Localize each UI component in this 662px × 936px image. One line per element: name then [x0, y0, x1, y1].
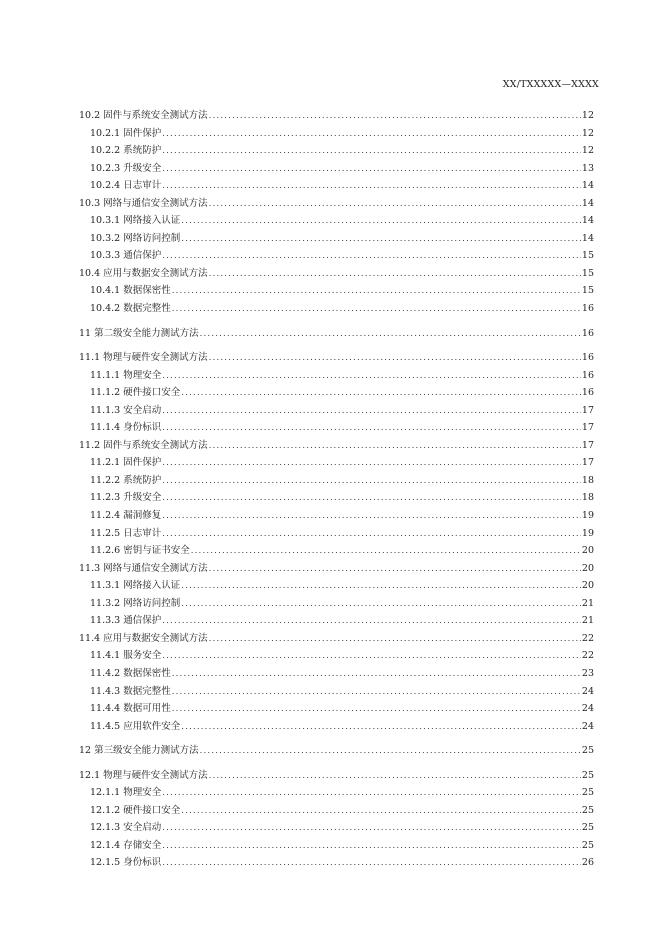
- toc-dot-leader: [162, 820, 581, 838]
- toc-entry[interactable]: [79, 247, 594, 265]
- toc-entry[interactable]: [79, 560, 594, 578]
- toc-entry-page-number: 20: [581, 580, 594, 592]
- toc-entry[interactable]: [79, 819, 594, 837]
- toc-entry[interactable]: [79, 742, 594, 760]
- toc-entry-page-number: 15: [581, 267, 594, 279]
- toc-entry-page-number: 16: [581, 327, 594, 339]
- toc-dot-leader: [162, 648, 581, 666]
- toc-dot-leader: [172, 701, 581, 719]
- toc-entry-label: 11.4.1 服务安全: [90, 650, 162, 662]
- toc-entry-label: 11.4.3 数据完整性: [90, 685, 171, 697]
- toc-entry-label: 12.1 物理与硬件安全测试方法: [79, 769, 208, 781]
- toc-entry-label: 11.2.6 密钥与证书安全: [90, 545, 190, 557]
- toc-entry[interactable]: [79, 125, 594, 143]
- toc-entry-page-number: 24: [581, 703, 594, 715]
- toc-entry-label: 11.1.4 身份标识: [90, 422, 162, 434]
- toc-entry-label: 10.3.1 网络接入认证: [90, 215, 181, 227]
- toc-entry-label: 10.2 固件与系统安全测试方法: [79, 110, 208, 121]
- toc-entry[interactable]: [79, 577, 594, 595]
- toc-entry[interactable]: [79, 384, 594, 402]
- toc-entry-page-number: 24: [581, 685, 594, 697]
- toc-entry[interactable]: [79, 802, 594, 820]
- toc-entry-page-number: 16: [581, 352, 594, 364]
- table-of-contents: [79, 107, 594, 872]
- toc-dot-leader: [162, 455, 581, 473]
- toc-entry-label: 10.2.2 系统防护: [90, 145, 162, 157]
- toc-entry-label: 11.1.3 安全启动: [90, 404, 162, 416]
- toc-dot-leader: [162, 473, 581, 491]
- toc-entry-label: 12.1.1 物理安全: [90, 787, 162, 799]
- toc-entry-label: 11.2.3 升级安全: [90, 492, 162, 504]
- toc-entry[interactable]: [79, 107, 594, 125]
- toc-entry[interactable]: [79, 367, 594, 385]
- toc-entry-page-number: 15: [581, 285, 594, 297]
- toc-dot-leader: [162, 508, 581, 526]
- toc-dot-leader: [162, 855, 581, 873]
- toc-entry-page-number: 17: [581, 422, 594, 434]
- toc-dot-leader: [162, 838, 581, 856]
- toc-entry-label: 10.4 应用与数据安全测试方法: [79, 267, 208, 279]
- toc-entry-page-number: 16: [581, 387, 594, 399]
- toc-entry[interactable]: [79, 542, 594, 560]
- toc-dot-leader: [162, 526, 581, 544]
- toc-dot-leader: [172, 283, 581, 301]
- toc-entry-label: 10.2.3 升级安全: [90, 162, 162, 174]
- toc-entry-page-number: 23: [581, 667, 594, 679]
- toc-entry[interactable]: [79, 212, 594, 230]
- toc-entry-label: 11.2.1 固件保护: [90, 457, 162, 469]
- toc-dot-leader: [181, 803, 581, 821]
- toc-entry[interactable]: [79, 595, 594, 613]
- toc-dot-leader: [162, 613, 581, 631]
- toc-entry-page-number: 21: [581, 615, 594, 627]
- toc-entry-label: 10.3.2 网络访问控制: [90, 232, 181, 244]
- toc-entry[interactable]: [79, 647, 594, 665]
- toc-entry-page-number: 19: [581, 510, 594, 522]
- toc-entry[interactable]: [79, 767, 594, 785]
- toc-entry-page-number: 18: [581, 474, 594, 486]
- toc-dot-leader: [162, 420, 581, 438]
- toc-entry-page-number: 14: [581, 215, 594, 227]
- toc-entry-page-number: 17: [581, 439, 594, 451]
- toc-entry[interactable]: [79, 454, 594, 472]
- toc-dot-leader: [162, 403, 581, 421]
- toc-dot-leader: [172, 666, 581, 684]
- toc-entry-label: 10.2.4 日志审计: [90, 180, 162, 192]
- toc-entry[interactable]: [79, 265, 594, 283]
- toc-dot-leader: [209, 438, 581, 456]
- toc-entry-label: 11.2.4 漏洞修复: [90, 510, 162, 522]
- toc-entry[interactable]: [79, 700, 594, 718]
- toc-entry-label: 11.3.2 网络访问控制: [90, 597, 181, 609]
- toc-entry-label: 11.1.1 物理安全: [90, 369, 162, 381]
- toc-dot-leader: [181, 385, 581, 403]
- toc-entry[interactable]: [79, 177, 594, 195]
- toc-entry-page-number: 20: [581, 562, 594, 574]
- toc-entry[interactable]: [79, 349, 594, 367]
- toc-dot-leader: [181, 213, 581, 231]
- toc-entry[interactable]: [79, 837, 594, 855]
- toc-entry-page-number: 18: [581, 492, 594, 504]
- toc-entry-page-number: 22: [581, 650, 594, 662]
- toc-entry-page-number: 12: [581, 145, 594, 157]
- toc-entry[interactable]: [79, 437, 594, 455]
- toc-entry[interactable]: [79, 854, 594, 872]
- toc-entry-label: 11.4.4 数据可用性: [90, 703, 171, 715]
- toc-dot-leader: [200, 743, 581, 761]
- toc-entry-label: 11.4.5 应用软件安全: [90, 720, 181, 732]
- toc-entry-label: 10.4.2 数据完整性: [90, 303, 171, 315]
- toc-dot-leader: [162, 143, 581, 161]
- toc-entry-label: 12.1.2 硬件接口安全: [90, 804, 181, 816]
- toc-entry-page-number: 14: [581, 180, 594, 192]
- toc-dot-leader: [162, 490, 581, 508]
- toc-dot-leader: [209, 350, 581, 368]
- toc-entry[interactable]: [79, 507, 594, 525]
- toc-entry[interactable]: [79, 525, 594, 543]
- toc-entry[interactable]: [79, 489, 594, 507]
- toc-entry-label: 11.4.2 数据保密性: [90, 667, 171, 679]
- toc-entry-page-number: 17: [581, 404, 594, 416]
- toc-entry-page-number: 22: [581, 632, 594, 644]
- toc-entry-label: 10.2.1 固件保护: [90, 127, 162, 139]
- toc-entry-page-number: 21: [581, 597, 594, 609]
- toc-entry-page-number: 14: [581, 232, 594, 244]
- toc-entry-page-number: 25: [581, 822, 594, 834]
- toc-entry[interactable]: [79, 683, 594, 701]
- toc-dot-leader: [181, 596, 581, 614]
- toc-dot-leader: [209, 196, 581, 214]
- toc-entry[interactable]: [79, 300, 594, 318]
- toc-entry-page-number: 24: [581, 720, 594, 732]
- toc-dot-leader: [162, 126, 581, 144]
- toc-entry-page-number: 25: [581, 839, 594, 851]
- toc-entry-page-number: 25: [581, 769, 594, 781]
- toc-dot-leader: [209, 561, 581, 579]
- toc-dot-leader: [162, 178, 581, 196]
- toc-dot-leader: [209, 266, 581, 284]
- toc-entry-label: 11.3 网络与通信安全测试方法: [79, 562, 208, 574]
- toc-entry-page-number: 16: [581, 303, 594, 315]
- toc-entry-page-number: 12: [581, 110, 594, 121]
- toc-entry-label: 11.3.3 通信保护: [90, 615, 162, 627]
- toc-entry-page-number: 19: [581, 527, 594, 539]
- toc-entry-page-number: 25: [581, 745, 594, 757]
- toc-entry[interactable]: [79, 630, 594, 648]
- toc-entry[interactable]: [79, 665, 594, 683]
- toc-entry-page-number: 25: [581, 787, 594, 799]
- toc-dot-leader: [209, 768, 581, 786]
- toc-entry[interactable]: [79, 325, 594, 343]
- toc-entry[interactable]: [79, 472, 594, 490]
- toc-entry-label: 12.1.3 安全启动: [90, 822, 162, 834]
- toc-entry[interactable]: [79, 160, 594, 178]
- toc-entry-page-number: 16: [581, 369, 594, 381]
- toc-entry-label: 11.2 固件与系统安全测试方法: [79, 439, 208, 451]
- toc-dot-leader: [162, 368, 581, 386]
- toc-entry-page-number: 14: [581, 197, 594, 209]
- toc-entry-label: 11.4 应用与数据安全测试方法: [79, 632, 208, 644]
- toc-dot-leader: [209, 108, 581, 126]
- toc-entry-page-number: 25: [581, 804, 594, 816]
- toc-dot-leader: [181, 578, 581, 596]
- toc-entry-label: 12.1.5 身份标识: [90, 857, 162, 869]
- toc-entry-page-number: 13: [581, 162, 594, 174]
- toc-entry-label: 11.3.1 网络接入认证: [90, 580, 181, 592]
- toc-entry-label: 10.4.1 数据保密性: [90, 285, 171, 297]
- toc-dot-leader: [172, 301, 581, 319]
- toc-entry[interactable]: [79, 718, 594, 736]
- toc-entry-label: 11.1.2 硬件接口安全: [90, 387, 181, 399]
- toc-entry-label: 11.2.2 系统防护: [90, 474, 162, 486]
- toc-dot-leader: [172, 684, 581, 702]
- toc-entry-label: 12.1.4 存储安全: [90, 839, 162, 851]
- toc-dot-leader: [181, 719, 581, 737]
- toc-dot-leader: [162, 785, 581, 803]
- toc-dot-leader: [191, 543, 581, 561]
- toc-entry-label: 11.2.5 日志审计: [90, 527, 162, 539]
- toc-dot-leader: [162, 161, 581, 179]
- toc-entry[interactable]: [79, 195, 594, 213]
- toc-dot-leader: [162, 248, 581, 266]
- toc-entry-label: 10.3.3 通信保护: [90, 250, 162, 262]
- toc-entry[interactable]: [79, 419, 594, 437]
- toc-entry-page-number: 15: [581, 250, 594, 262]
- toc-entry-label: 11.1 物理与硬件安全测试方法: [79, 352, 208, 364]
- toc-dot-leader: [181, 231, 581, 249]
- toc-entry[interactable]: [79, 230, 594, 248]
- toc-entry[interactable]: [79, 784, 594, 802]
- toc-entry-page-number: 26: [581, 857, 594, 869]
- toc-entry-page-number: 20: [581, 545, 594, 557]
- toc-entry[interactable]: [79, 402, 594, 420]
- toc-entry-page-number: 12: [581, 127, 594, 139]
- toc-entry-page-number: 17: [581, 457, 594, 469]
- toc-entry-label: 11 第二级安全能力测试方法: [79, 327, 199, 339]
- toc-entry[interactable]: [79, 142, 594, 160]
- toc-entry-label: 12 第三级安全能力测试方法: [79, 745, 199, 757]
- toc-entry[interactable]: [79, 282, 594, 300]
- toc-entry-label: 10.3 网络与通信安全测试方法: [79, 197, 208, 209]
- document-code-header: XX/TXXXXX—XXXX: [502, 79, 599, 90]
- toc-dot-leader: [200, 326, 581, 344]
- toc-dot-leader: [209, 631, 581, 649]
- toc-entry[interactable]: [79, 612, 594, 630]
